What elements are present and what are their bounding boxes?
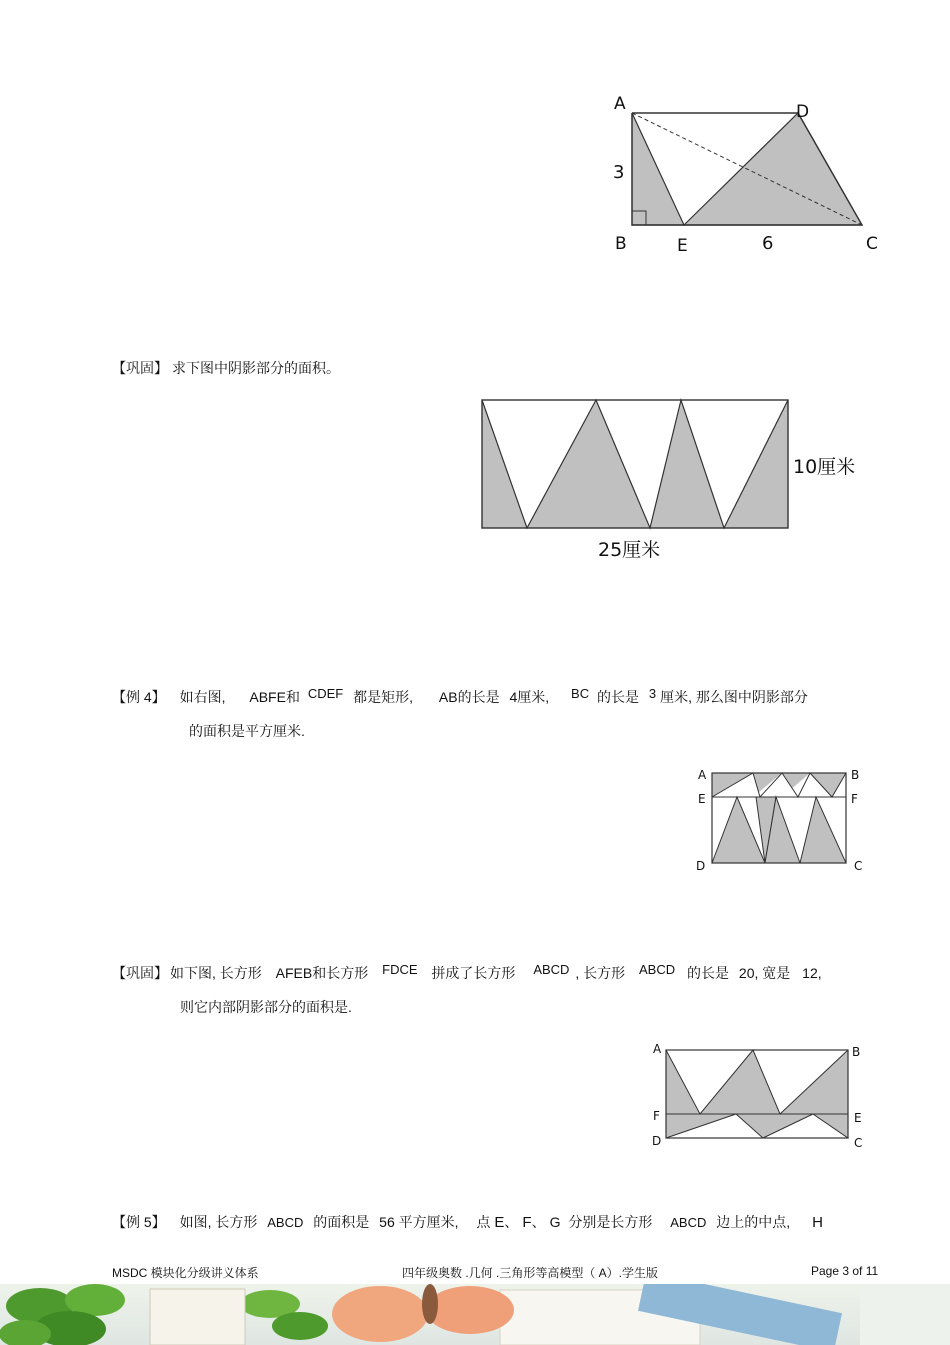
example-4-text-5: 厘米, 那么图中阴影部分 — [660, 689, 808, 705]
example-5-abcd-1: ABCD — [267, 1215, 304, 1230]
example-4-bc: BC — [571, 686, 590, 701]
footer-page-number: Page 3 of 11 — [811, 1264, 879, 1278]
fig3-label-a: A — [698, 768, 707, 782]
gonggu-2-tag: 【巩固】 — [112, 965, 168, 981]
fig4-label-d: D — [652, 1134, 662, 1148]
fig4-lower-shade-1 — [666, 1114, 736, 1138]
footer-decorative-banner — [0, 1284, 950, 1345]
example-4-text-4: 的长是 — [597, 689, 639, 705]
fig1-label-e: E — [677, 236, 688, 256]
fig4-lower-shade-2 — [736, 1114, 813, 1138]
figure-3 — [690, 765, 870, 880]
example-5-sep-1: 、 — [504, 1214, 519, 1230]
fig3-label-c: C — [854, 859, 863, 873]
example-4-text-2: 都是矩形, — [353, 689, 413, 705]
gonggu-2-text-3: 拼成了长方形 — [431, 965, 516, 981]
fig1-label-a: A — [614, 94, 626, 114]
example-4-line-1 — [112, 687, 808, 707]
figure-1-trapezoid — [600, 85, 900, 260]
example-4-ab: AB — [438, 689, 458, 705]
fig3-label-f: F — [851, 792, 858, 806]
gonggu-2-afeb: AFEB — [275, 965, 313, 981]
footer-center: 四年级奥数 .几何 .三角形等高模型（ A）.学生版 — [402, 1266, 659, 1280]
fig4-label-e: E — [854, 1111, 862, 1125]
gonggu-2-abcd-2: ABCD — [639, 962, 676, 977]
fig1-label-6: 6 — [762, 233, 774, 254]
fig1-shade-left — [632, 113, 684, 225]
gonggu-2-abcd-1: ABCD — [533, 962, 570, 977]
gonggu-2-width: 12, — [802, 965, 822, 981]
example-4-ab-value: 4厘米, — [509, 689, 550, 705]
banner-illustration — [0, 1284, 950, 1345]
gonggu-1-question — [112, 358, 340, 378]
gonggu-2-line-1 — [112, 963, 822, 983]
figure-2-triangles — [480, 398, 880, 568]
fig4-label-f: F — [653, 1109, 660, 1123]
gonggu-2-text-2: 和长方形 — [312, 965, 369, 981]
example-4-tag: 【例 4】 — [112, 689, 166, 705]
fig1-label-3: 3 — [613, 162, 625, 183]
example-4-bc-value: 3 — [648, 686, 657, 701]
example-5-sep-2: 、 — [531, 1214, 546, 1230]
example-5-tag: 【例 5】 — [112, 1214, 166, 1230]
example-5-line-1 — [112, 1212, 823, 1232]
example-5-text-5: 边上的中点, — [716, 1214, 791, 1230]
fig3-label-b: B — [851, 768, 860, 782]
example-5-area: 56 平方厘米, — [379, 1214, 459, 1230]
fig4-label-c: C — [854, 1136, 863, 1150]
footer-left: MSDC 模块化分级讲义体系 — [112, 1266, 259, 1280]
gonggu-2-length: 20, 宽是 — [738, 965, 791, 981]
fig1-label-b: B — [615, 234, 627, 254]
fig2-height-label: 10厘米 — [793, 456, 856, 478]
example-5-text-1: 如图, 长方形 — [179, 1214, 258, 1230]
fig2-width-label: 25厘米 — [598, 539, 661, 561]
example-5-text-4: 分别是长方形 — [568, 1214, 653, 1230]
example-4-text-1: 如右图, — [179, 689, 226, 705]
example-5-text-3: 点 — [476, 1214, 491, 1230]
fig4-label-a: A — [653, 1042, 662, 1056]
fig4-label-b: B — [852, 1045, 861, 1059]
gonggu-2-line-2: 则它内部阴影部分的面积是. — [180, 999, 352, 1015]
example-5-g: G — [549, 1214, 561, 1230]
example-4-text-3: 的长是 — [457, 689, 500, 705]
fig1-shade-right — [684, 113, 862, 225]
gonggu-2-text-4: , 长方形 — [575, 965, 626, 981]
example-5-h: H — [812, 1214, 823, 1231]
example-5-e: E — [494, 1214, 505, 1231]
fig1-label-c: C — [866, 234, 878, 254]
gonggu-2-text-5: 的长是 — [687, 965, 730, 981]
gonggu-1-text: 求下图中阴影部分的面积。 — [172, 360, 340, 376]
fig4-lower-shade-3 — [813, 1114, 848, 1138]
fig3-label-d: D — [696, 859, 706, 873]
example-4-he: 和 — [285, 689, 300, 705]
example-4-cdef: CDEF — [307, 686, 344, 701]
example-5-text-2: 的面积是 — [313, 1214, 370, 1230]
example-4-abfe: ABFE — [249, 689, 286, 705]
gonggu-1-tag: 【巩固】 — [112, 360, 168, 376]
example-5-f: F — [522, 1214, 532, 1231]
example-5-abcd-2: ABCD — [670, 1215, 707, 1230]
fig3-bottom-tri-4 — [800, 797, 846, 863]
fig3-label-e: E — [698, 792, 706, 806]
gonggu-2-fdce: FDCE — [382, 962, 418, 977]
figure-4 — [648, 1040, 878, 1155]
example-4-line-2: 的面积是平方厘米. — [189, 723, 305, 739]
fig1-label-d: D — [796, 102, 810, 122]
gonggu-2-text-1: 如下图, 长方形 — [170, 965, 262, 981]
